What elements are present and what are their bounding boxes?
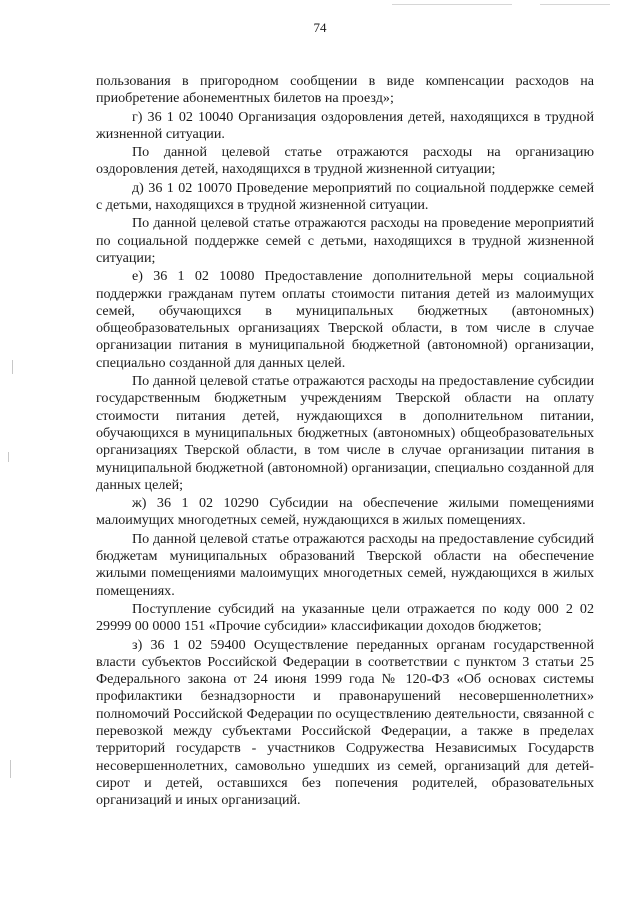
paragraph-g-description: По данной целевой статье отражаются расходы на организацию оздоровления детей, находящихся в трудной жизненной ситуации; — [96, 144, 594, 178]
paragraph-item-zh: ж) 36 1 02 10290 Субсидии на обеспечение жилыми помещениями малоимущих многодетных семей, нуждающихся в жилых помещениях. — [96, 495, 594, 529]
margin-mark — [12, 360, 13, 374]
paragraph-zh-description: По данной целевой статье отражаются расходы на предоставление субсидий бюджетам муниципальных образований Тверской области на обеспечение жилыми помещениями малоимущих многодетных семей, нуждающихся в жилых помещениях. — [96, 530, 594, 599]
margin-mark — [8, 452, 9, 462]
scan-artifact-line — [540, 4, 610, 5]
paragraph-continuation: пользования в пригородном сообщении в виде компенсации расходов на приобретение абонементных билетов на проезд»; — [96, 73, 594, 107]
margin-mark — [10, 760, 11, 778]
document-body — [96, 73, 594, 810]
paragraph-item-d: д) 36 1 02 10070 Проведение мероприятий по социальной поддержке семей с детьми, находящихся в трудной жизненной ситуации. — [96, 179, 594, 214]
paragraph-item-g: г) 36 1 02 10040 Организация оздоровления детей, находящихся в трудной жизненной ситуации. — [96, 108, 594, 142]
paragraph-revenue-code: Поступление субсидий на указанные цели отражается по коду 000 2 02 29999 00 0000 151 «Прочие субсидии» классификации доходов бюджетов; — [96, 600, 594, 635]
paragraph-d-description: По данной целевой статье отражаются расходы на проведение мероприятий по социальной поддержке семей с детьми, находящихся в трудной жизненной ситуации; — [96, 215, 594, 266]
paragraph-e-description: По данной целевой статье отражаются расходы на предоставление субсидии государственным бюджетным учреждениям Тверской области на оплату стоимости питания детей, нуждающихся в дополнительном питании, обучающихся в муниципальных бюджетных (автономных) общеобразовательных организациях Тверской области, в том числе в случае организации питания в муниципальной бюджетной (автономной) организации, специально созданной для данных целей; — [96, 373, 594, 493]
paragraph-item-z: з) 36 1 02 59400 Осуществление переданных органам государственной власти субъектов Российской Федерации в соответствии с пунктом 3 статьи 25 Федерального закона от 24 июня 1999 года № 120-ФЗ «Об основах системы профилактики безнадзорности и правонарушений несовершеннолетних» полномочий Российской Федерации по осуществлению деятельности, связанной с перевозкой между субъектами Российской Федерации, а также в пределах территорий государств - участников Содружества Независимых Государств несовершеннолетних, самовольно ушедших из семей, организаций для детей-сирот и детей, оставшихся без попечения родителей, образовательных организаций и иных организаций. — [96, 636, 594, 809]
page-number: 74 — [313, 20, 327, 35]
scan-artifact-line — [392, 4, 512, 5]
paragraph-item-e: е) 36 1 02 10080 Предоставление дополнительной меры социальной поддержки гражданам путем оплаты стоимости питания детей из малоимущих семей, обучающихся в муниципальных бюджетных (автономных) общеобразовательных организациях Тверской области, в том числе в случае организации питания в муниципальной бюджетной (автономной) организации, специально созданной для данных целей. — [96, 268, 594, 371]
